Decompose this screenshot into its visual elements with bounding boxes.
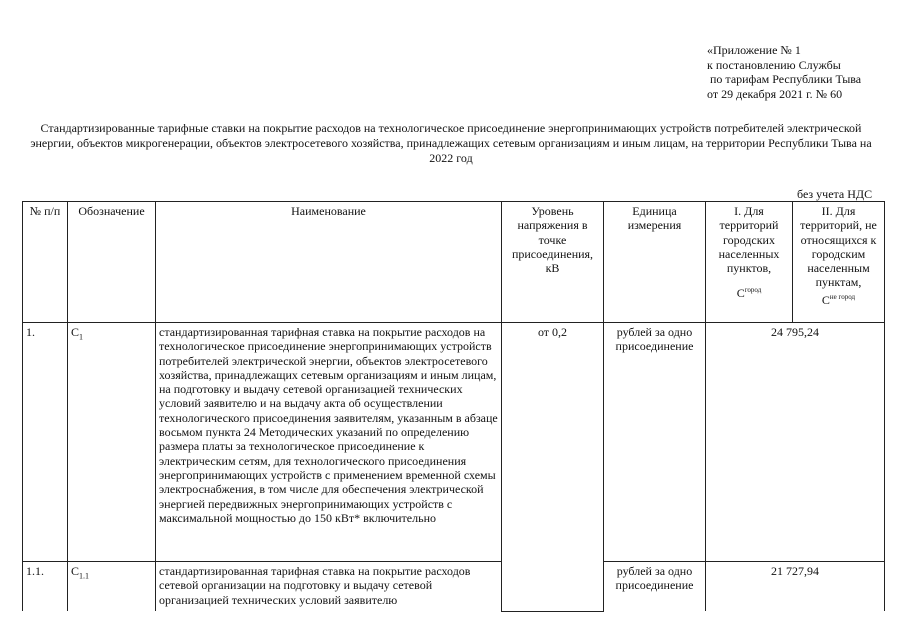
header-nonurban bbox=[793, 202, 885, 323]
vat-note: без учета НДС bbox=[797, 187, 873, 201]
nonurban-symbol-sup: не город bbox=[829, 292, 856, 301]
row-code-letter: C bbox=[71, 325, 80, 339]
header-urban-symbol bbox=[709, 283, 789, 300]
row-value: 24 795,24 bbox=[706, 323, 885, 562]
table-header-row bbox=[23, 202, 885, 323]
row-code-sub: 1 bbox=[79, 332, 84, 342]
row-num: 1. bbox=[23, 323, 68, 562]
header-urban bbox=[706, 202, 793, 323]
row-name: стандартизированная тарифная ставка на покрытие расходов сетевой организации на подготовку и выдачу сетевой организацией технических условий заявителю bbox=[156, 562, 502, 612]
appendix-reference bbox=[707, 43, 861, 101]
row-num: 1.1. bbox=[23, 562, 68, 612]
row-name: стандартизированная тарифная ставка на покрытие расходов на технологическое присоединение энергопринимающих устройств потребителей электрической энергии, объектов электросетевого хозяйства, принадлежащих сетевым организациям и иным лицам, на подготовку и выдачу сетевой организацией технических условий заявителю и на выдачу акта об осуществлении технологического присоединения заявителям, указанным в абзаце восьмом пункта 24 Методических указаний по определению размера платы за технологическое присоединение к электрическим сетям, для технологического присоединения энергопринимающих устройств с применением временной схемы электроснабжения, в том числе для обеспечения электрической энергией передвижных энергопринимающих устройств с максимальной мощностью до 150 кВт* включительно bbox=[156, 323, 502, 562]
header-urban-label: I. Для территорий городских населенных пунктов, bbox=[718, 204, 780, 276]
row-code bbox=[68, 323, 156, 562]
header-name: Наименование bbox=[156, 202, 502, 323]
appendix-line-3: по тарифам Республики Тыва bbox=[707, 72, 862, 86]
header-unit: Единица измерения bbox=[604, 202, 706, 323]
row-code-letter: C bbox=[71, 564, 80, 578]
row-value: 21 727,94 bbox=[706, 562, 885, 612]
document-title: Стандартизированные тарифные ставки на покрытие расходов на технологическое присоединение энергопринимающих устройств потребителей электрической энергии, объектов микрогенерации, объектов электросетевого хозяйства, принадлежащих сетевым организациям и иным лицам, на территории Республики Тыва на 2022 год bbox=[30, 121, 872, 165]
header-num: № п/п bbox=[23, 202, 68, 323]
row-voltage: от 0,2 bbox=[502, 323, 604, 612]
appendix-line-1: «Приложение № 1 bbox=[707, 43, 801, 57]
header-nonurban-symbol bbox=[796, 290, 881, 307]
appendix-line-4: от 29 декабря 2021 г. № 60 bbox=[707, 86, 843, 101]
tariff-table bbox=[22, 201, 885, 612]
header-nonurban-label: II. Для территорий, не относящихся к городским населенным пунктам, bbox=[800, 204, 877, 290]
row-unit: рублей за одно присоединение bbox=[604, 323, 706, 562]
urban-symbol-sup: город bbox=[744, 286, 762, 295]
nonurban-symbol-letter: С bbox=[821, 292, 830, 307]
header-voltage: Уровень напряжения в точке присоединения, кВ bbox=[502, 202, 604, 323]
row-unit: рублей за одно присоединение bbox=[604, 562, 706, 612]
appendix-line-2: к постановлению Службы bbox=[707, 57, 841, 72]
row-code-sub: 1.1 bbox=[79, 571, 90, 581]
urban-symbol-letter: С bbox=[736, 286, 745, 301]
header-designation: Обозначение bbox=[68, 202, 156, 323]
table-row bbox=[23, 562, 885, 612]
row-code bbox=[68, 562, 156, 612]
table-row bbox=[23, 323, 885, 562]
